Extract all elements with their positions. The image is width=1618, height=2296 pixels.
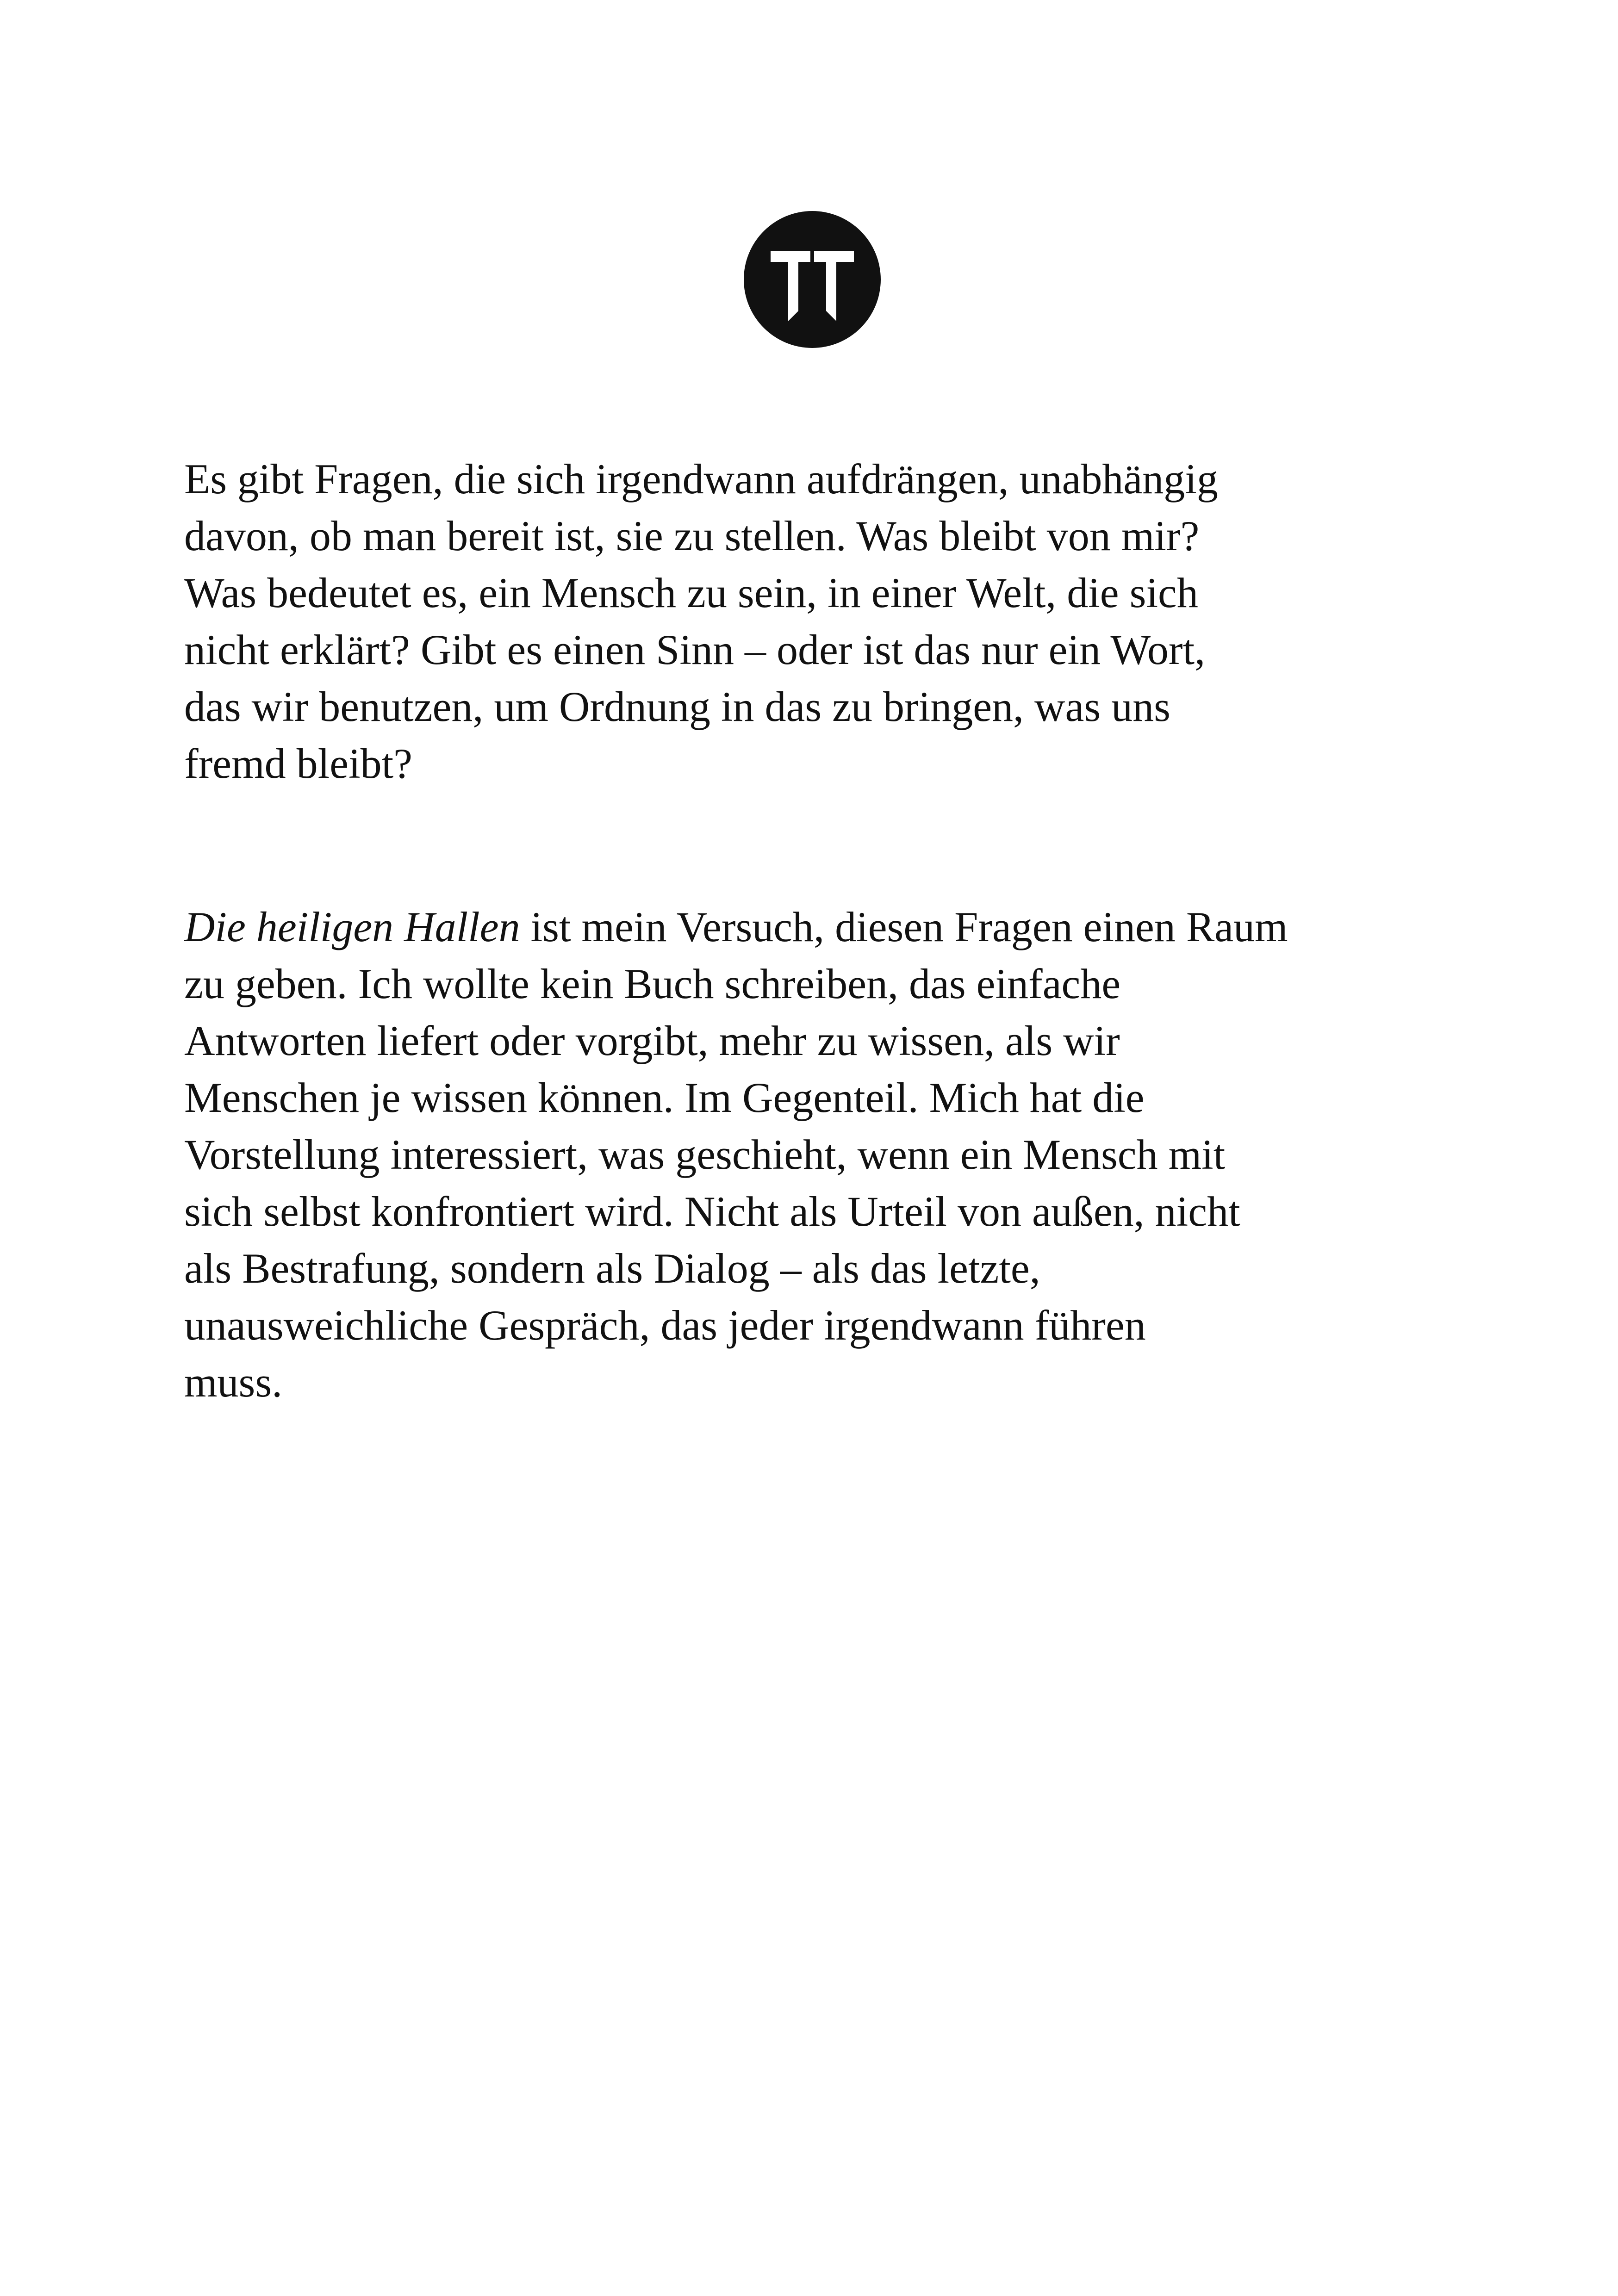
logo-circle bbox=[744, 211, 881, 348]
book-paragraph bbox=[184, 899, 1442, 1411]
paragraph-line: Was bedeutet es, ein Mensch zu sein, in einer Welt, die sich bbox=[184, 569, 1198, 616]
paragraph-line: unausweichliche Gespräch, das jeder irgendwann führen bbox=[184, 1302, 1146, 1349]
logo-svg bbox=[744, 211, 881, 348]
paragraph-line: als Bestrafung, sondern als Dialog – als das letzte, bbox=[184, 1245, 1040, 1292]
paragraph-line: zu geben. Ich wollte kein Buch schreiben, das einfache bbox=[184, 960, 1121, 1007]
logo-divider bbox=[810, 249, 814, 264]
paragraph-line: muss. bbox=[184, 1359, 283, 1406]
intro-paragraph bbox=[184, 451, 1442, 792]
paragraph-line: fremd bleibt? bbox=[184, 740, 413, 787]
paragraph-line: das wir benutzen, um Ordnung in das zu bringen, was uns bbox=[184, 683, 1170, 730]
publisher-logo-icon bbox=[744, 211, 881, 348]
paragraph-line: davon, ob man bereit ist, sie zu stellen. Was bleibt von mir? bbox=[184, 512, 1200, 559]
paragraph-line: Antworten liefert oder vorgibt, mehr zu wissen, als wir bbox=[184, 1017, 1120, 1064]
paragraph-line: Es gibt Fragen, die sich irgendwann aufdrängen, unabhängig bbox=[184, 455, 1218, 503]
paragraph-line: Vorstellung interessiert, was geschieht, wenn ein Mensch mit bbox=[184, 1131, 1226, 1178]
paragraph-line: Menschen je wissen können. Im Gegenteil. Mich hat die bbox=[184, 1074, 1145, 1121]
book-title: Die heiligen Hallen bbox=[184, 903, 520, 950]
paragraph-first-line bbox=[184, 899, 1442, 956]
paragraph-line: nicht erklärt? Gibt es einen Sinn – oder ist das nur ein Wort, bbox=[184, 626, 1206, 673]
paragraph-line-rest: ist mein Versuch, diesen Fragen einen Raum bbox=[530, 903, 1288, 950]
paragraph-line: sich selbst konfrontiert wird. Nicht als Urteil von außen, nicht bbox=[184, 1188, 1240, 1235]
